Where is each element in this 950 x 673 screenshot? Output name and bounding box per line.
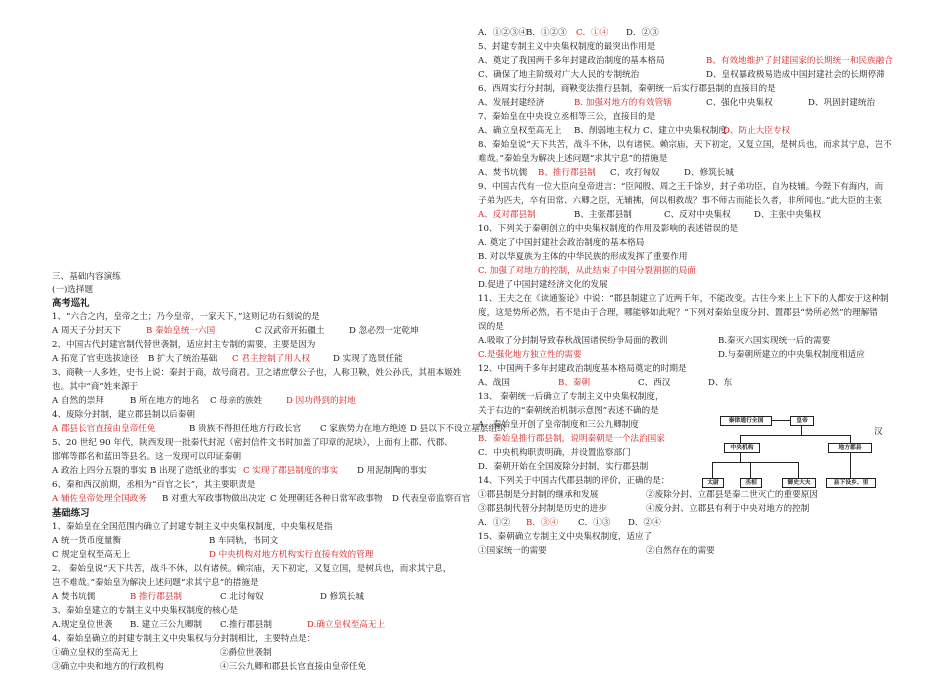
- diagram-official-box: 御史大夫: [782, 478, 816, 488]
- text-segment: A、战国: [478, 378, 510, 388]
- answer-text: B、秦朝: [558, 378, 591, 388]
- text-segment: 度，这是势所必然，若不是由于合理，哪能够如此呢？”下列对秦始皇废分封、置郡县“势所必然”的理解错: [478, 308, 878, 318]
- text-segment: A.吸取了分封制导致春秋战国诸侯纷争局面的教训: [478, 336, 668, 346]
- text-segment: B 扩大了统治基础: [148, 354, 218, 364]
- text-segment: 邯郸等郡名和蓝田等县名。这一发现可以印证秦朝: [52, 452, 242, 462]
- text-segment: 14、下列关于中国古代郡县制的评价，正确的是：: [478, 476, 670, 486]
- text-segment: C、建立中央集权制度: [643, 126, 727, 136]
- text-segment: A、发展封建经济: [478, 98, 545, 108]
- answer-text: B．③④: [526, 518, 559, 528]
- text-segment: D．秦朝开始在全国废除分封制，实行郡县制: [478, 462, 649, 472]
- answer-text: C．①④: [576, 28, 609, 38]
- diagram-central-box: 中央机构: [724, 443, 760, 453]
- text-segment: 2、 秦始皇说“天下共苦，战斗不休，以有诸侯。赖宗庙，天下初定，又复立国，是树兵也，而求其宁息，: [52, 564, 452, 574]
- answer-text: C 君主控制了用人权: [232, 354, 311, 364]
- diagram-emperor-box: 皇帝: [790, 416, 814, 426]
- text-segment: 5、20 世纪 90 年代，陕西发现一批秦代封泥（密封信件文书时加盖了印章的泥块），上面有上郡、代郡、: [52, 438, 453, 448]
- text-segment: C.推行郡县制: [220, 620, 272, 630]
- text-segment: C 汉武帝开拓疆土: [255, 326, 325, 336]
- text-segment: D、东: [708, 378, 733, 388]
- text-segment: 也。其中“商”姓来源于: [52, 382, 139, 392]
- text-segment: B．①②③: [526, 28, 567, 38]
- answer-text: D、防止大臣专权: [723, 126, 791, 136]
- text-segment: 3、商鞅一人多姓，史书上说：秦封于商，故号商君。卫之诸庶孽公子也，人称卫鞅，姓公孙氏，其祖本姬姓: [52, 368, 462, 378]
- text-segment: 子弟为匹夫，卒有田常、六卿之臣，无辅拂，何以相救哉？事不师古而能长久者，非所闻也。”此大臣的主张: [478, 196, 883, 206]
- text-segment: C 处理朝廷各种日常军政事物: [270, 494, 383, 504]
- text-segment: B. 建立三公九卿制: [130, 620, 202, 630]
- text-segment: C、确保了地主阶级对广大人民的专制统治: [478, 70, 640, 80]
- text-segment: 基础练习: [52, 508, 90, 519]
- text-segment: ①郡县制是分封制的继承和发展: [478, 490, 599, 500]
- trailing-character: 汉: [874, 427, 883, 437]
- answer-text: D 因功得到的封地: [286, 396, 356, 406]
- text-segment: 误的是: [478, 322, 504, 332]
- text-segment: B. 对以华夏族为主体的中华民族的形成发挥了重要作用: [478, 252, 688, 262]
- text-segment: 8、秦始皇说“天下共苦，战斗不休，以有诸侯。赖宗庙，天下初定，又复立国，是树兵也，而求其宁息，岂不: [478, 140, 892, 150]
- text-segment: C 北讨匈奴: [220, 592, 264, 602]
- text-segment: D 实现了选贤任能: [333, 354, 403, 364]
- text-segment: ②爵位世袭制: [220, 648, 272, 658]
- text-segment: 三、基础内容演练: [52, 272, 121, 282]
- diagram-official-box: 丞相: [740, 478, 762, 488]
- text-segment: 13、 秦朝统一后确立了专制主义中央集权制度，: [478, 392, 664, 402]
- text-segment: 15、秦朝确立专制主义中央集权制度，适应了: [478, 532, 653, 542]
- text-segment: B 车同轨，书同文: [209, 536, 279, 546]
- text-segment: D 县以下不设立基层组织: [410, 424, 506, 434]
- text-segment: A．秦始皇开创了皇帝制度和三公九卿制度: [478, 420, 639, 430]
- answer-text: A 郡县长官直接由皇帝任免: [52, 424, 156, 434]
- text-segment: A.规定皇位世袭: [52, 620, 113, 630]
- text-segment: ④三公九卿和郡县长官直接由皇帝任免: [220, 662, 367, 672]
- text-segment: D、巩固封建统治: [808, 98, 876, 108]
- diagram-local-box: 地方郡县: [828, 443, 872, 453]
- text-segment: C 家族势力在地方绝迹: [320, 424, 407, 434]
- text-segment: ①确立皇权的至高无上: [52, 648, 138, 658]
- text-segment: 7、秦始皇在中央设立丞相等三公，直接目的是: [478, 112, 656, 122]
- text-segment: 关于右边的“秦朝统治机制示意图”表述不确的是: [478, 406, 659, 416]
- answer-text: C. 加强了对地方的控制，从此结束了中国分裂割据的局面: [478, 266, 696, 276]
- text-segment: C、强化中央集权: [706, 98, 773, 108]
- text-segment: A．①②: [478, 518, 510, 528]
- text-segment: A 焚书坑儒: [52, 592, 96, 602]
- text-segment: A、焚书坑儒: [478, 168, 528, 178]
- answer-text: D 中央机构对地方机构实行直接有效的管理: [209, 550, 374, 560]
- text-segment: D、修筑长城: [684, 168, 734, 178]
- text-segment: C、攻打匈奴: [610, 168, 660, 178]
- text-segment: B 所在地方的地名: [130, 396, 200, 406]
- text-segment: B、削弱地主权力: [574, 126, 641, 136]
- text-segment: D.与秦朝所建立的中央集权制度相适应: [718, 350, 865, 360]
- text-segment: A、确立皇权至高无上: [478, 126, 562, 136]
- text-segment: C、西汉: [638, 378, 671, 388]
- text-segment: C．①③: [578, 518, 611, 528]
- text-segment: D．②④: [628, 518, 661, 528]
- text-segment: 岂不难哉。”秦始皇为解决上述问题“求其宁息”的措施是: [52, 578, 259, 588]
- answer-text: A 辅佐皇帝处理全国政务: [52, 494, 147, 504]
- text-segment: C、反对中央集权: [664, 210, 731, 220]
- text-segment: ③确立中央和地方的行政机构: [52, 662, 164, 672]
- text-segment: C 母亲的族姓: [210, 396, 263, 406]
- answer-text: B、推行郡县制: [538, 168, 596, 178]
- qin-governance-diagram: [702, 416, 880, 498]
- text-segment: 12、中国两千多年封建政治制度基本格局奠定的时期是: [478, 364, 687, 374]
- text-segment: ②废除分封、立郡县是秦二世灭亡的重要原因: [646, 490, 818, 500]
- text-segment: 1、“六合之内，皇帝之土；乃今皇帝，一家天下，”这则记功石刻说的是: [52, 312, 320, 322]
- diagram-official-box: 太尉: [702, 478, 724, 488]
- text-segment: 11、王夫之在《读通鉴论》中说：“郡县制建立了近两千年，不能改变。古往今来上上下下的人都安于这种制: [478, 294, 889, 304]
- text-segment: A 拓宽了官吏选拔途径: [52, 354, 139, 364]
- text-segment: D 代表皇帝监察百官: [392, 494, 471, 504]
- text-segment: 4、废除分封制，建立郡县制以后秦朝: [52, 410, 195, 420]
- answer-text: C 实现了郡县制度的事实: [243, 466, 339, 476]
- text-segment: ③郡县制代替分封制是历史的进步: [478, 504, 607, 514]
- text-segment: (一)选择题: [52, 285, 94, 295]
- text-segment: A、奠定了我国两千多年封建政治制度的基本格局: [478, 56, 665, 66]
- text-segment: D 忽必烈一定乾坤: [349, 326, 419, 336]
- answer-text: B、有效地维护了封建国家的长期统一和民族融合: [706, 56, 893, 66]
- text-segment: 6、秦和西汉前期，丞相为“百官之长”，其主要职责是: [52, 480, 256, 490]
- diagram-county-box: 县下设乡、里: [826, 478, 876, 488]
- text-segment: A. 奠定了中国封建社会政治制度的基本格局: [478, 238, 645, 248]
- text-segment: ④废分封、立郡县有利于中央对地方的控制: [646, 504, 810, 514]
- text-segment: 2、中国古代封建官制代替世袭制，适应封主专制的需要，主要是因为: [52, 340, 316, 350]
- text-segment: 3、秦始皇建立的专制主义中央集权制度的核心是: [52, 606, 238, 616]
- text-segment: 4、秦始皇确立的封建专制主义中央集权与分封制相比，主要特点是：: [52, 634, 316, 644]
- text-segment: 6、西周实行分封制，商鞅变法推行县制，秦朝统一后实行郡县制的直接目的是: [478, 84, 776, 94]
- answer-text: B 秦始皇统一六国: [146, 326, 216, 336]
- text-segment: B 对重大军政事物做出决定: [162, 494, 266, 504]
- answer-text: A、反对郡县制: [478, 210, 536, 220]
- text-segment: ②自然存在的需要: [646, 546, 715, 556]
- text-segment: B 出现了造纸业的事实: [150, 466, 237, 476]
- text-segment: 9、中国古代有一位大臣向皇帝进言：“臣闻殷、周之王千馀岁，封子弟功臣，自为枝辅。今陛下有海内，而: [478, 182, 884, 192]
- answer-text: D.确立皇权至高无上: [307, 620, 386, 630]
- text-segment: A 自然的崇拜: [52, 396, 104, 406]
- text-segment: 高考巡礼: [52, 298, 90, 309]
- text-segment: A 政治上四分五裂的事实: [52, 466, 147, 476]
- text-segment: D 修筑长城: [320, 592, 364, 602]
- text-segment: D、皇权暴政极易造成中国封建社会的长期停滞: [706, 70, 885, 80]
- text-segment: 10、下列关于秦朝创立的中央集权制度的作用及影响的表述错误的是: [478, 224, 739, 234]
- answer-text: B 推行郡县制: [130, 592, 183, 602]
- text-segment: ①国家统一的需要: [478, 546, 547, 556]
- text-segment: C 规定皇权至高无上: [52, 550, 131, 560]
- text-segment: 难哉。”秦始皇为解决上述问题“求其宁息”的措施是: [478, 154, 668, 164]
- answer-text: B．秦始皇推行郡县制，说明秦朝是一个法治国家: [478, 434, 665, 444]
- text-segment: A 统一货币度量衡: [52, 536, 122, 546]
- text-segment: D、主张中央集权: [754, 210, 822, 220]
- text-segment: A．①②③④: [478, 28, 528, 38]
- text-segment: B 贵族不得担任地方行政长官: [189, 424, 302, 434]
- text-segment: C．中央机构职责明确，并设置监察部门: [478, 448, 631, 458]
- text-segment: 5、封建专制主义中央集权制度的最突出作用是: [478, 42, 656, 52]
- diagram-law-box: 秦律通行全国: [720, 416, 772, 426]
- text-segment: B、主张郡县制: [574, 210, 632, 220]
- answer-text: C.是强化地方独立性的需要: [478, 350, 582, 360]
- answer-text: B. 加强对地方的有效管辖: [574, 98, 672, 108]
- text-segment: A 周天子分封天下: [52, 326, 122, 336]
- text-segment: B.秦灭六国实现统一后的需要: [718, 336, 831, 346]
- text-segment: D.促进了中国封建经济文化的发展: [478, 280, 608, 290]
- text-segment: D 用泥制陶的事实: [357, 466, 427, 476]
- text-segment: 1、秦始皇在全国范围内确立了封建专制主义中央集权制度，中央集权是指: [52, 522, 333, 532]
- text-segment: D．②③: [626, 28, 659, 38]
